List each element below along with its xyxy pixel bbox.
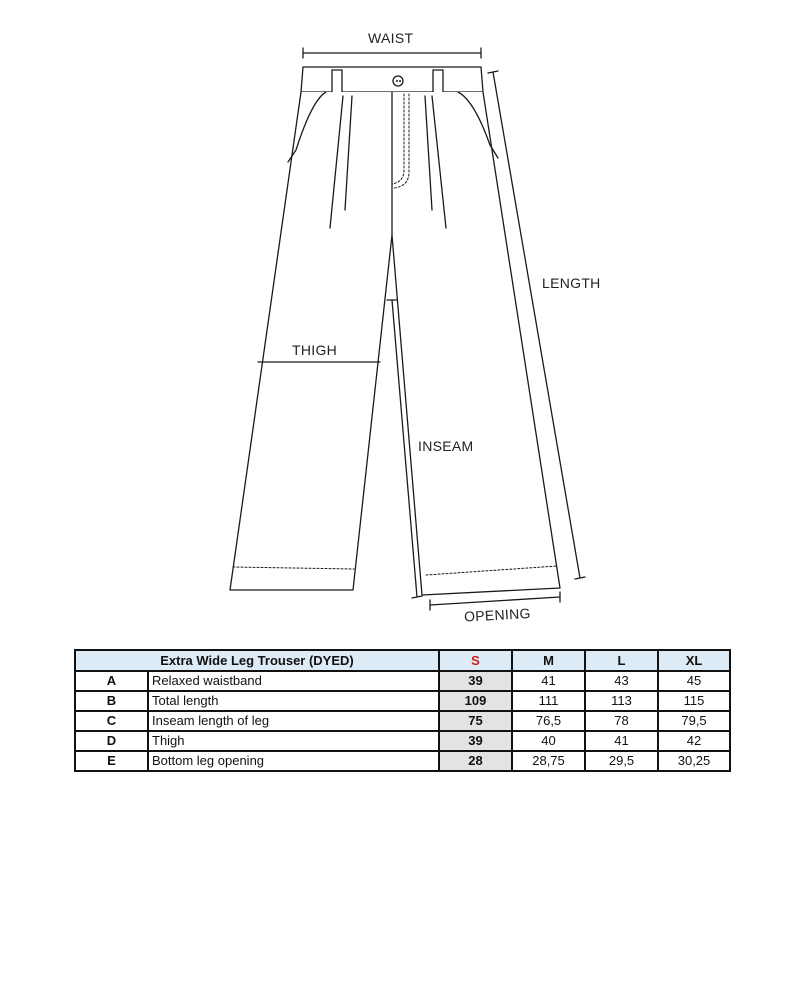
row-code: B [75, 691, 148, 711]
size-value-xl: 79,5 [658, 711, 730, 731]
size-value-xl: 42 [658, 731, 730, 751]
size-value-s: 75 [439, 711, 512, 731]
row-code: E [75, 751, 148, 771]
size-value-l: 29,5 [585, 751, 658, 771]
size-header-m: M [512, 650, 585, 671]
size-value-xl: 30,25 [658, 751, 730, 771]
size-value-m: 40 [512, 731, 585, 751]
waist-measure-line [303, 48, 481, 58]
size-table-header [75, 650, 730, 671]
size-value-xl: 45 [658, 671, 730, 691]
row-code: C [75, 711, 148, 731]
row-code: A [75, 671, 148, 691]
size-value-s: 39 [439, 671, 512, 691]
waistband [301, 67, 483, 92]
size-value-m: 111 [512, 691, 585, 711]
size-value-l: 43 [585, 671, 658, 691]
size-value-s: 28 [439, 751, 512, 771]
inseam-label: INSEAM [418, 438, 474, 454]
row-label: Bottom leg opening [148, 751, 439, 771]
row-label: Inseam length of leg [148, 711, 439, 731]
product-title: Extra Wide Leg Trouser (DYED) [75, 650, 439, 671]
size-header-l: L [585, 650, 658, 671]
row-code: D [75, 731, 148, 751]
table-row [75, 751, 730, 771]
row-label: Thigh [148, 731, 439, 751]
size-value-l: 113 [585, 691, 658, 711]
trouser-outline [230, 92, 560, 595]
length-label: LENGTH [542, 275, 601, 291]
size-value-l: 78 [585, 711, 658, 731]
size-value-m: 41 [512, 671, 585, 691]
table-row [75, 691, 730, 711]
size-value-m: 76,5 [512, 711, 585, 731]
size-chart-table [74, 649, 731, 772]
size-value-m: 28,75 [512, 751, 585, 771]
thigh-label: THIGH [292, 342, 338, 358]
size-value-s: 39 [439, 731, 512, 751]
table-row [75, 671, 730, 691]
size-value-l: 41 [585, 731, 658, 751]
row-label: Relaxed waistband [148, 671, 439, 691]
table-row [75, 711, 730, 731]
opening-label: OPENING [463, 605, 532, 625]
size-value-s: 109 [439, 691, 512, 711]
size-header-s: S [439, 650, 512, 671]
size-header-xl: XL [658, 650, 730, 671]
table-row [75, 731, 730, 751]
size-value-xl: 115 [658, 691, 730, 711]
row-label: Total length [148, 691, 439, 711]
waist-label: WAIST [368, 30, 414, 46]
